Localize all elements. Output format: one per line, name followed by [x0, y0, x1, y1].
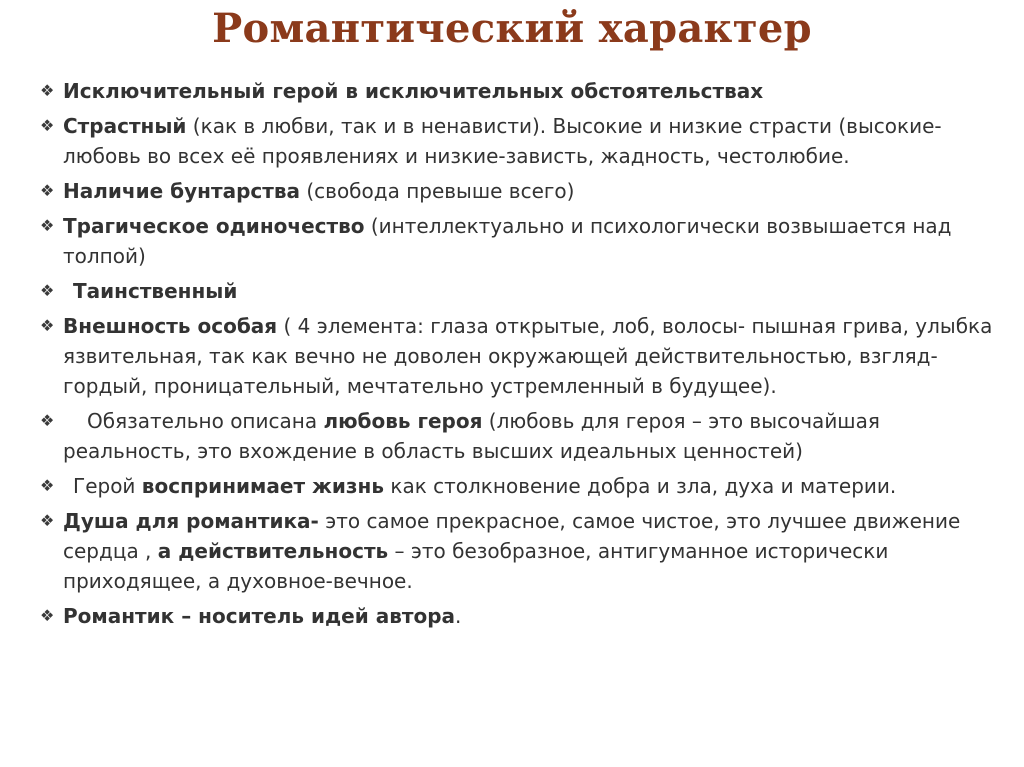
- list-item: [40, 601, 1000, 631]
- list-item: [40, 111, 1000, 171]
- item-bold-text: любовь героя: [323, 409, 483, 433]
- list-item: [40, 76, 1000, 106]
- diamond-bullet-icon: ❖: [40, 116, 55, 135]
- diamond-bullet-icon: ❖: [40, 281, 55, 300]
- item-bold-text: Романтик – носитель идей автора: [63, 604, 456, 628]
- list-item: [40, 406, 1000, 466]
- item-text: как столкновение добра и зла, духа и материи.: [384, 474, 897, 498]
- item-bold-text: Трагическое одиночество: [63, 214, 365, 238]
- item-text: это самое прекрасное, самое чистое, это лучшее движение сердца ,: [63, 509, 961, 563]
- list-item: [40, 471, 1000, 501]
- item-text: .: [455, 604, 462, 628]
- item-text: (свобода превыше всего): [300, 179, 575, 203]
- diamond-bullet-icon: ❖: [40, 316, 55, 335]
- item-bold-text: Исключительный герой в исключительных обстоятельствах: [63, 79, 764, 103]
- item-bold-text: воспринимает жизнь: [141, 474, 384, 498]
- diamond-bullet-icon: ❖: [40, 216, 55, 235]
- bullet-list: [40, 76, 1000, 636]
- list-item: [40, 176, 1000, 206]
- diamond-bullet-icon: ❖: [40, 181, 55, 200]
- item-text: (как в любви, так и в ненависти). Высокие и низкие страсти (высокие-любовь во всех её проявлениях и низкие-зависть, жадность, честолюбие.: [63, 114, 942, 168]
- item-pre-text: Обязательно описана: [87, 409, 324, 433]
- item-bold-text: Наличие бунтарства: [63, 179, 300, 203]
- list-item: [40, 506, 1000, 596]
- item-bold-text: Внешность особая: [63, 314, 278, 338]
- diamond-bullet-icon: ❖: [40, 81, 55, 100]
- item-text: (интеллектуально и психологически возвышается над толпой): [63, 214, 952, 268]
- item-bold-text: Страстный: [63, 114, 187, 138]
- diamond-bullet-icon: ❖: [40, 606, 55, 625]
- item-pre-text: Герой: [73, 474, 142, 498]
- diamond-bullet-icon: ❖: [40, 476, 55, 495]
- list-item: [40, 276, 1000, 306]
- diamond-bullet-icon: ❖: [40, 511, 55, 530]
- slide-title: Романтический характер: [212, 5, 812, 52]
- diamond-bullet-icon: ❖: [40, 411, 55, 430]
- item-text: ( 4 элемента: глаза открытые, лоб, волосы- пышная грива, улыбка язвительная, так как вечно не доволен окружающей действительностью, взгляд- гордый, проницательный, мечтательно устремленный в будущее).: [63, 314, 993, 398]
- item-bold-text: Таинственный: [73, 279, 238, 303]
- item-text-2: – это безобразное, антигуманное исторически приходящее, а духовное-вечное.: [63, 539, 889, 593]
- item-text: (любовь для героя – это высочайшая реальность, это вхождение в область высших идеальных ценностей): [63, 409, 880, 463]
- item-bold-text-2: а действительность: [157, 539, 389, 563]
- list-item: [40, 311, 1000, 401]
- item-bold-text: Душа для романтика-: [63, 509, 319, 533]
- list-item: [40, 211, 1000, 271]
